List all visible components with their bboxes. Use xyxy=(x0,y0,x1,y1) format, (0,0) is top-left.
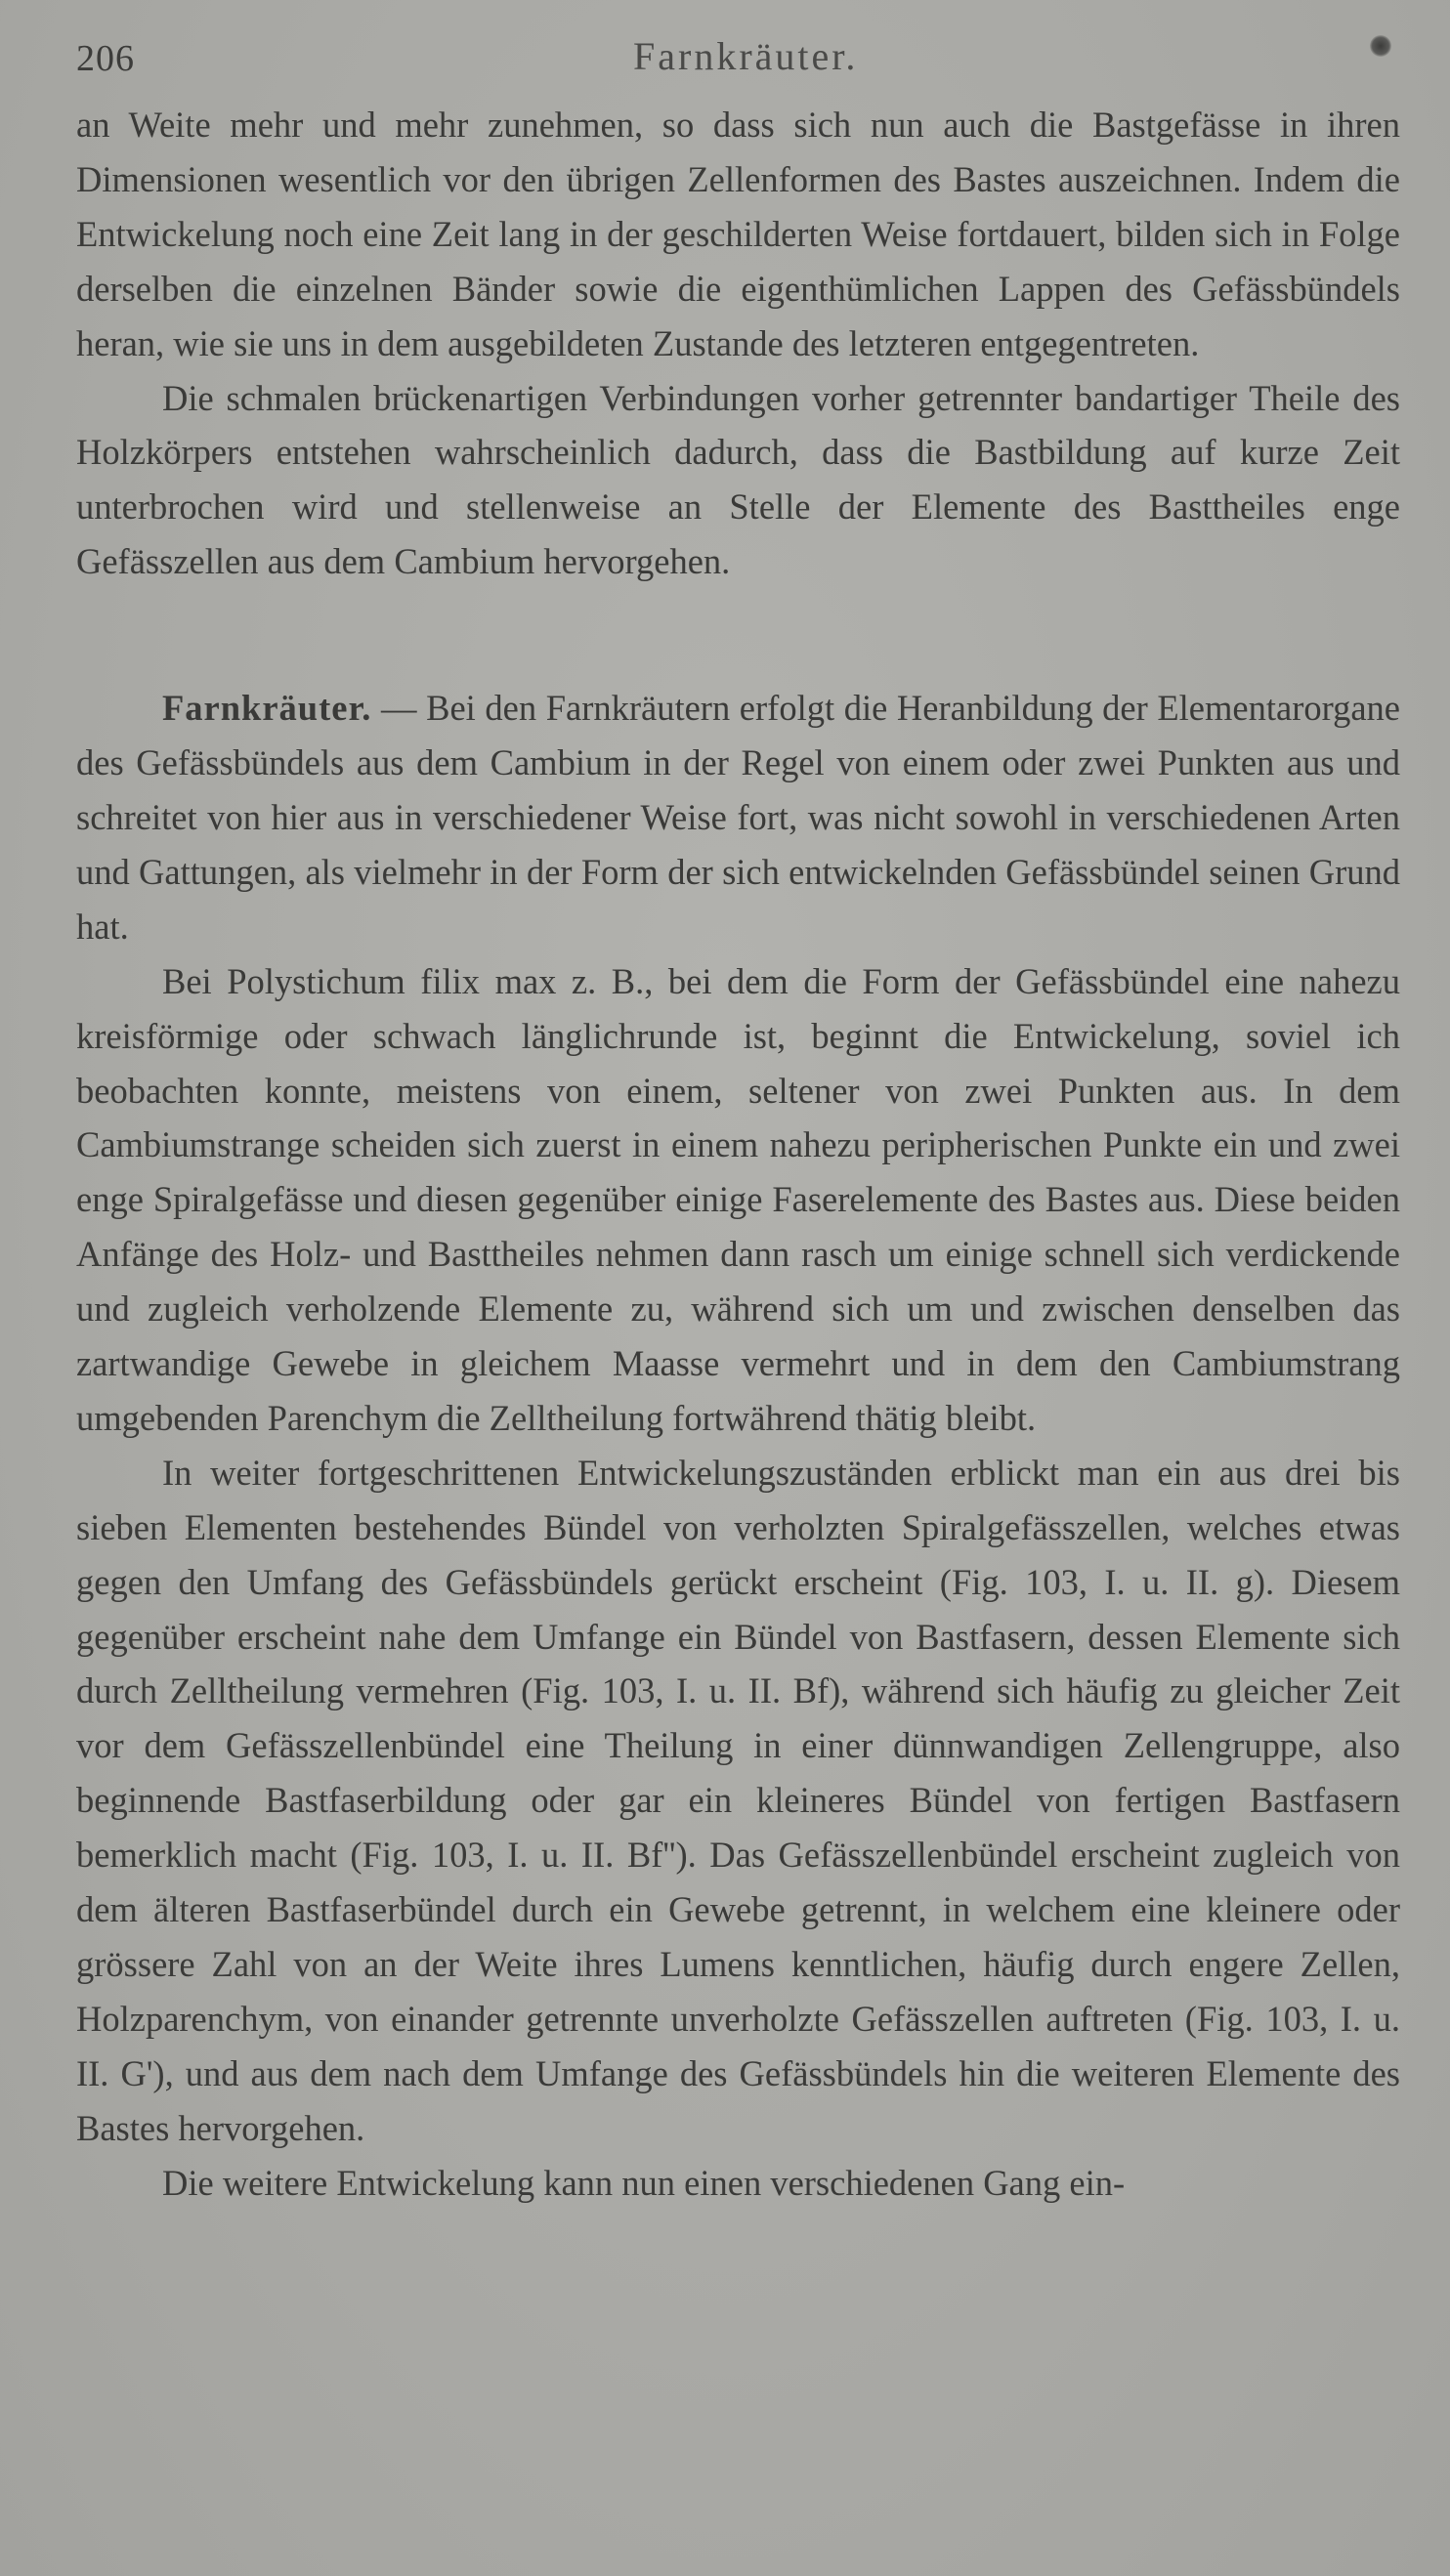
paragraph-farnkraeuter xyxy=(76,681,1400,954)
paragraph-weitere-entwickelung: Die weitere Entwickelung kann nun einen verschiedenen Gang ein- xyxy=(162,2162,1126,2203)
paragraph-entwickelungszustaende: In weiter fortgeschrittenen Entwickelungszuständen erblickt man ein aus drei bis sieben Elementen bestehendes Bündel von verholzten Spiralgefässzellen, welches etwas gegen den Umfang des Gefässbündels gerückt erscheint (Fig. 103, I. u. II. g). Diesem gegenüber erscheint nahe dem Umfange ein Bündel von Bastfasern, dessen Elemente sich durch Zelltheilung vermehren (Fig. 103, I. u. II. Bf), während sich häufig zu gleicher Zeit vor dem Gefässzellenbündel eine Theilung in einer dünnwandigen Zellengruppe, also beginnende Bastfaserbildung oder gar ein kleineres Bündel von fertigen Bastfasern bemerklich macht (Fig. 103, I. u. II. Bf''). Das Gefässzellenbündel erscheint zugleich von dem älteren Bastfaserbündel durch ein Gewebe getrennt, in welchem eine kleinere oder grössere Zahl von an der Weite ihres Lumens kenntlichen, häufig durch engere Zellen, Holzparenchym, von einander getrennte unverholzte Gefässzellen auftreten (Fig. 103, I. u. II. G'), und aus dem nach dem Umfange des Gefässbündels hin die weiteren Elemente des Bastes hervorgehen. xyxy=(76,1452,1400,2148)
paragraph-brueckenartige-verbindungen: Die schmalen brückenartigen Verbindungen vorher getrennter bandartiger Theile des Holzkörpers entstehen wahrscheinlich dadurch, dass die Bastbildung auf kurze Zeit unterbrochen wird und stellenweise an Stelle der Elemente des Basttheiles enge Gefässzellen aus dem Cambium hervorgehen. xyxy=(76,377,1400,582)
page-header xyxy=(76,29,1391,88)
paragraph-farnkraeuter-text: — Bei den Farnkräutern erfolgt die Heranbildung der Elementarorgane des Gefässbündels aus dem Cambium in der Regel von einem oder zwei Punkten aus und schreitet von hier aus in verschiedener Weise fort, was nicht sowohl in verschiedenen Arten und Gattungen, als vielmehr in der Form der sich entwickelnden Gefässbündel seinen Grund hat. xyxy=(76,688,1400,947)
page-number: 206 xyxy=(76,38,135,79)
paragraph-continuation: an Weite mehr und mehr zunehmen, so dass sich nun auch die Bastgefässe in ihren Dimensionen wesentlich vor den übrigen Zellenformen des Bastes auszeichnen. Indem die Entwickelung noch eine Zeit lang in der geschilderten Weise fortdauert, bilden sich in Folge derselben die einzelnen Bänder sowie die eigenthümlichen Lappen des Gefässbündels heran, wie sie uns in dem ausgebildeten Zustande des letzteren entgegentreten. xyxy=(76,105,1400,363)
body-text xyxy=(76,98,1400,2211)
section-spacer xyxy=(76,589,1400,681)
running-head: Farnkräuter. xyxy=(633,34,859,78)
ink-blot xyxy=(1370,35,1391,57)
section-heading: Farnkräuter. xyxy=(162,688,372,729)
paragraph-polystichum: Bei Polystichum filix max z. B., bei dem die Form der Gefässbündel eine nahezu kreisförmige oder schwach länglichrunde ist, beginnt die Entwickelung, soviel ich beobachten konnte, meistens von einem, seltener von zwei Punkten aus. In dem Cambiumstrange scheiden sich zuerst in einem nahezu peripherischen Punkte ein und zwei enge Spiralgefässe und diesen gegenüber einige Faserelemente des Bastes aus. Diese beiden Anfänge des Holz- und Basttheiles nehmen dann rasch um einige schnell sich verdickende und zugleich verholzende Elemente zu, während sich um und zwischen denselben das zartwandige Gewebe in gleichem Maasse vermehrt und in dem den Cambiumstrang umgebenden Parenchym die Zelltheilung fortwährend thätig bleibt. xyxy=(76,960,1400,1438)
